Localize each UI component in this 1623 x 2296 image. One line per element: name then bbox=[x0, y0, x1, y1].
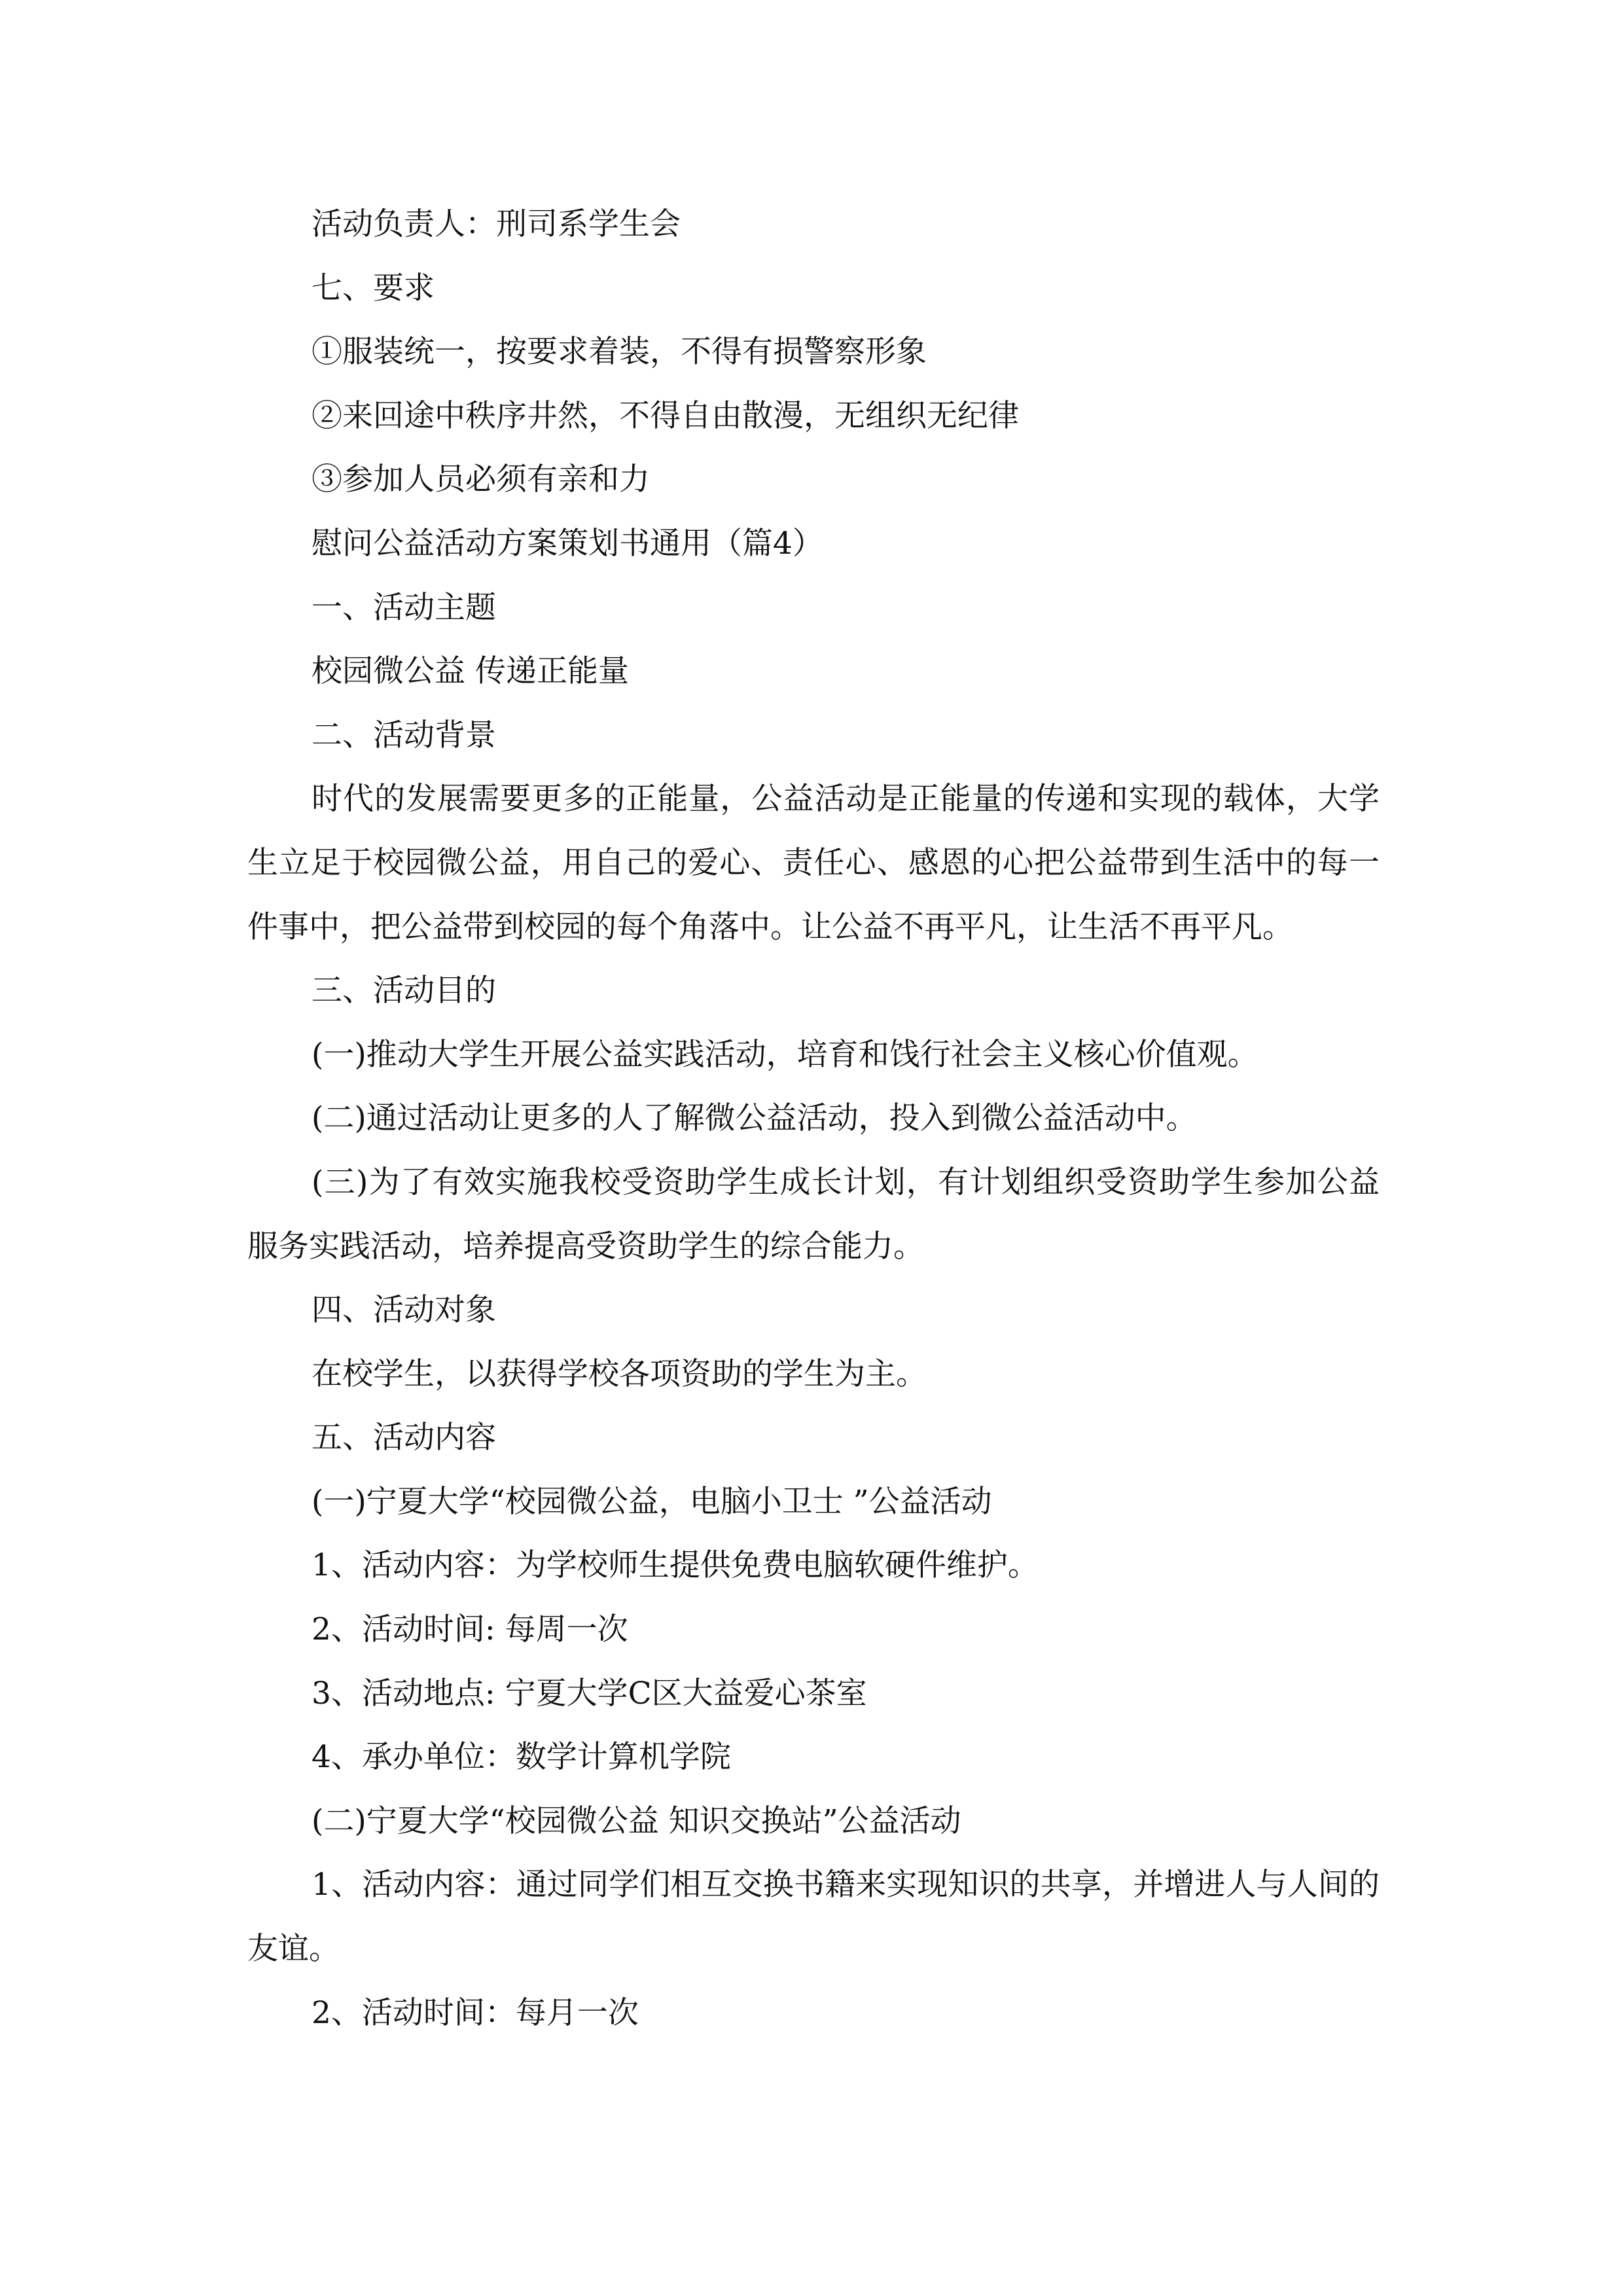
document-title: 慰问公益活动方案策划书通用（篇4） bbox=[312, 525, 823, 562]
list-item: 4、承办单位：数学计算机学院 bbox=[312, 1739, 731, 1776]
section-heading: 五、活动内容 bbox=[312, 1420, 496, 1456]
paragraph: 活动负责人：刑司系学生会 bbox=[312, 206, 681, 242]
paragraph: 时代的发展需要更多的正能量，公益活动是正能量的传递和实现的载体，大学生立足于校园微公益，用自己的爱心、责任心、感恩的心把公益带到生活中的每一件事中，把公益带到校园的每个角落中。让公益不再平凡，让生活不再平凡。 bbox=[247, 781, 1380, 945]
document-body bbox=[247, 192, 1380, 2045]
section-heading: 四、活动对象 bbox=[312, 1292, 496, 1329]
subsection-heading: (一)宁夏大学“校园微公益，电脑小卫士 ”公益活动 bbox=[312, 1483, 992, 1520]
list-item: (三)为了有效实施我校受资助学生成长计划，有计划组织受资助学生参加公益服务实践活动，培养提高受资助学生的综合能力。 bbox=[247, 1164, 1380, 1265]
section-heading: 一、活动主题 bbox=[312, 589, 496, 626]
list-item: (一)推动大学生开展公益实践活动，培育和饯行社会主义核心价值观。 bbox=[312, 1036, 1258, 1073]
section-heading: 七、要求 bbox=[312, 270, 435, 306]
subsection-heading: (二)宁夏大学“校园微公益 知识交换站”公益活动 bbox=[312, 1803, 961, 1839]
paragraph: 在校学生，以获得学校各项资助的学生为主。 bbox=[312, 1355, 927, 1392]
list-item: 1、活动内容：通过同学们相互交换书籍来实现知识的共享，并增进人与人间的友谊。 bbox=[247, 1867, 1380, 1967]
list-item: 2、活动时间: 每周一次 bbox=[312, 1611, 628, 1648]
list-item: 1、活动内容：为学校师生提供免费电脑软硬件维护。 bbox=[312, 1547, 1039, 1584]
list-item: 2、活动时间：每月一次 bbox=[312, 1994, 639, 2031]
list-item: 3、活动地点: 宁夏大学C区大益爱心茶室 bbox=[312, 1675, 867, 1712]
paragraph: 校园微公益 传递正能量 bbox=[312, 653, 629, 690]
section-heading: 三、活动目的 bbox=[312, 973, 496, 1009]
list-item: ③参加人员必须有亲和力 bbox=[312, 461, 650, 498]
list-item: (二)通过活动让更多的人了解微公益活动，投入到微公益活动中。 bbox=[312, 1100, 1197, 1137]
list-item: ②来回途中秩序井然，不得自由散漫，无组织无纪律 bbox=[312, 397, 1019, 434]
section-heading: 二、活动背景 bbox=[312, 717, 496, 753]
list-item: ①服装统一，按要求着装，不得有损警察形象 bbox=[312, 334, 927, 370]
